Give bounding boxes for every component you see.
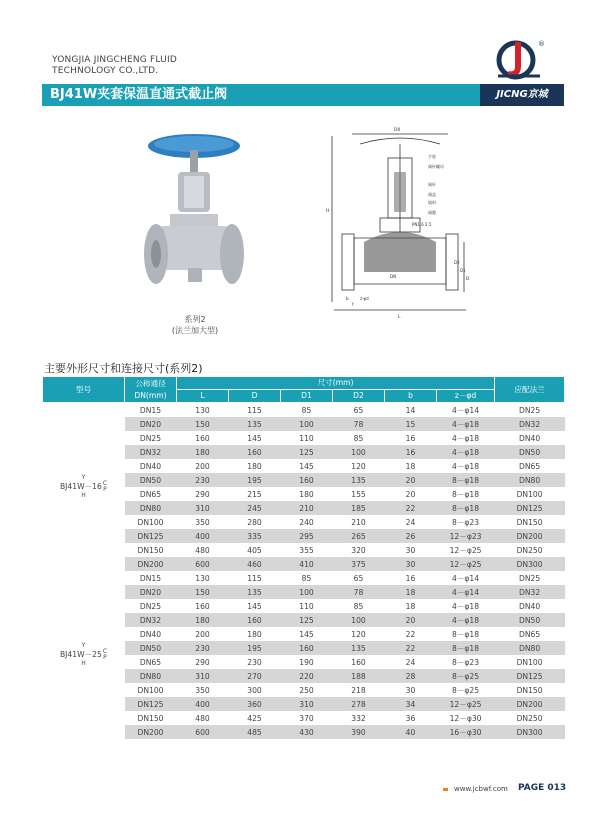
cell-zd: 8－φ18 [437, 641, 495, 655]
footer-marker [443, 788, 448, 791]
cell-flange: DN32 [495, 585, 565, 599]
caption-type: (法兰加大型) [171, 326, 219, 335]
drawing-label: D0 [394, 128, 401, 133]
cell-zd: 4－φ18 [437, 459, 495, 473]
drawing-label: D1 [460, 268, 466, 273]
model-variant: C [102, 648, 108, 655]
dimensions-table [42, 376, 565, 739]
cell-dn: DN15 [125, 571, 177, 585]
cell-zd: 8－φ23 [437, 515, 495, 529]
cell-d1: 160 [281, 641, 333, 655]
cell-zd: 8－φ18 [437, 501, 495, 515]
cell-flange: DN80 [495, 641, 565, 655]
cell-d1: 180 [281, 487, 333, 501]
header-d: D [229, 390, 281, 403]
header-dimensions: 尺寸(mm) [177, 377, 495, 390]
valve-section-drawing [324, 122, 480, 322]
cell-d: 360 [229, 697, 281, 711]
drawing-label: PN1.6 2.5 [412, 222, 432, 227]
cell-zd: 12－φ25 [437, 543, 495, 557]
cell-flange: DN300 [495, 557, 565, 571]
drawing-label: b [346, 296, 349, 301]
cell-dn: DN100 [125, 515, 177, 529]
cell-l: 180 [177, 613, 229, 627]
cell-d: 215 [229, 487, 281, 501]
page-number: PAGE 013 [518, 783, 567, 793]
cell-flange: DN25 [495, 403, 565, 418]
drawing-label-group [326, 127, 469, 320]
cell-d2: 78 [333, 585, 385, 599]
table-row [43, 571, 565, 585]
header-zd: z－φd [437, 390, 495, 403]
cell-dn: DN80 [125, 669, 177, 683]
cell-b: 40 [385, 725, 437, 739]
cell-d: 485 [229, 725, 281, 739]
cell-b: 18 [385, 459, 437, 473]
header-model: 型号 [43, 377, 125, 403]
cell-d2: 85 [333, 431, 385, 445]
cell-d2: 375 [333, 557, 385, 571]
drawing-label: D2 [454, 260, 460, 265]
cell-dn: DN125 [125, 697, 177, 711]
cell-b: 20 [385, 487, 437, 501]
cell-d: 195 [229, 641, 281, 655]
cell-d2: 332 [333, 711, 385, 725]
cell-l: 200 [177, 627, 229, 641]
cell-d1: 85 [281, 571, 333, 585]
cell-b: 22 [385, 501, 437, 515]
cell-l: 600 [177, 725, 229, 739]
model-variant: P [103, 486, 107, 493]
cell-flange: DN50 [495, 613, 565, 627]
company-name-line1: YONGJIA JINGCHENG FLUID [52, 55, 177, 65]
cell-d1: 85 [281, 403, 333, 418]
cell-l: 130 [177, 571, 229, 585]
cell-d: 180 [229, 627, 281, 641]
cell-l: 200 [177, 459, 229, 473]
cell-d1: 310 [281, 697, 333, 711]
cell-d: 160 [229, 613, 281, 627]
cell-flange: DN150 [495, 515, 565, 529]
cell-zd: 12－φ25 [437, 557, 495, 571]
cell-d: 135 [229, 417, 281, 431]
cell-l: 350 [177, 683, 229, 697]
cell-b: 20 [385, 613, 437, 627]
model-variant-bottom: H [81, 660, 86, 667]
header-b: b [385, 390, 437, 403]
cell-d1: 190 [281, 655, 333, 669]
cell-d: 180 [229, 459, 281, 473]
cell-flange: DN32 [495, 417, 565, 431]
cell-l: 160 [177, 431, 229, 445]
cell-d2: 135 [333, 641, 385, 655]
cell-d: 135 [229, 585, 281, 599]
cell-d: 230 [229, 655, 281, 669]
cell-l: 480 [177, 711, 229, 725]
cell-d1: 410 [281, 557, 333, 571]
cell-d: 270 [229, 669, 281, 683]
cell-flange: DN125 [495, 669, 565, 683]
drawing-label: 阀杆 [428, 182, 436, 187]
cell-zd: 12－φ25 [437, 697, 495, 711]
cell-d: 145 [229, 431, 281, 445]
cell-b: 15 [385, 417, 437, 431]
cell-b: 18 [385, 599, 437, 613]
cell-b: 16 [385, 431, 437, 445]
cell-d2: 278 [333, 697, 385, 711]
cell-d1: 125 [281, 613, 333, 627]
cell-dn: DN15 [125, 403, 177, 418]
cell-dn: DN50 [125, 473, 177, 487]
cell-dn: DN25 [125, 431, 177, 445]
cell-b: 30 [385, 683, 437, 697]
cell-flange: DN80 [495, 473, 565, 487]
drawing-label: D [466, 276, 470, 281]
cell-d1: 370 [281, 711, 333, 725]
drawing-label: H [326, 209, 330, 214]
cell-dn: DN20 [125, 417, 177, 431]
header-l: L [177, 390, 229, 403]
cell-dn: DN150 [125, 543, 177, 557]
cell-d2: 390 [333, 725, 385, 739]
cell-dn: DN32 [125, 445, 177, 459]
drawing-label: L [398, 315, 401, 320]
cell-l: 160 [177, 599, 229, 613]
cell-l: 310 [177, 501, 229, 515]
brand-badge: JICNG京城 [480, 84, 564, 106]
cell-d1: 250 [281, 683, 333, 697]
cell-l: 600 [177, 557, 229, 571]
cell-flange: DN100 [495, 487, 565, 501]
model-variant: C [102, 480, 108, 487]
svg-text:®: ® [538, 40, 545, 48]
drawing-label: 阀瓣 [428, 210, 436, 215]
cell-flange: DN125 [495, 501, 565, 515]
model-cell [43, 403, 125, 572]
cell-l: 400 [177, 529, 229, 543]
cell-dn: DN65 [125, 487, 177, 501]
table-body [43, 403, 565, 740]
cell-d: 160 [229, 445, 281, 459]
cell-zd: 4－φ18 [437, 417, 495, 431]
cell-zd: 4－φ18 [437, 445, 495, 459]
cell-d1: 210 [281, 501, 333, 515]
header-dn: 公称通径 DN(mm) [125, 377, 177, 403]
cell-d2: 188 [333, 669, 385, 683]
cell-dn: DN40 [125, 627, 177, 641]
cell-l: 480 [177, 543, 229, 557]
cell-dn: DN32 [125, 613, 177, 627]
cell-b: 24 [385, 515, 437, 529]
drawing-label: f [352, 302, 354, 307]
table-row [43, 403, 565, 418]
cell-b: 28 [385, 669, 437, 683]
cell-zd: 8－φ23 [437, 655, 495, 669]
cell-l: 310 [177, 669, 229, 683]
cell-d2: 100 [333, 613, 385, 627]
header-flange: 应配法兰 [495, 377, 565, 403]
cell-d: 245 [229, 501, 281, 515]
cell-b: 34 [385, 697, 437, 711]
cell-zd: 12－φ23 [437, 529, 495, 543]
cell-d1: 295 [281, 529, 333, 543]
cell-flange: DN40 [495, 599, 565, 613]
cell-d1: 110 [281, 599, 333, 613]
cell-d2: 185 [333, 501, 385, 515]
photo-caption [150, 314, 240, 336]
cell-d2: 218 [333, 683, 385, 697]
cell-d: 195 [229, 473, 281, 487]
cell-b: 26 [385, 529, 437, 543]
cell-zd: 4－φ14 [437, 585, 495, 599]
cell-d1: 145 [281, 459, 333, 473]
cell-d: 115 [229, 403, 281, 418]
cell-b: 36 [385, 711, 437, 725]
cell-d1: 100 [281, 585, 333, 599]
cell-dn: DN50 [125, 641, 177, 655]
cell-l: 290 [177, 487, 229, 501]
model-cell [43, 571, 125, 739]
cell-d2: 65 [333, 571, 385, 585]
cell-d: 280 [229, 515, 281, 529]
cell-flange: DN300 [495, 725, 565, 739]
cell-zd: 4－φ14 [437, 403, 495, 418]
model-prefix: BJ41W－16 [59, 482, 102, 491]
cell-flange: DN200 [495, 697, 565, 711]
cell-l: 150 [177, 417, 229, 431]
cell-zd: 4－φ14 [437, 571, 495, 585]
cell-dn: DN40 [125, 459, 177, 473]
cell-zd: 8－φ25 [437, 683, 495, 697]
cell-d2: 155 [333, 487, 385, 501]
cell-b: 24 [385, 655, 437, 669]
cell-d2: 120 [333, 459, 385, 473]
cell-d2: 320 [333, 543, 385, 557]
cell-zd: 8－φ18 [437, 627, 495, 641]
cell-d2: 85 [333, 599, 385, 613]
cell-zd: 16－φ30 [437, 725, 495, 739]
cell-d: 460 [229, 557, 281, 571]
cell-zd: 8－φ18 [437, 473, 495, 487]
cell-dn: DN65 [125, 655, 177, 669]
cell-b: 16 [385, 571, 437, 585]
cell-d1: 125 [281, 445, 333, 459]
valve-photo [128, 132, 252, 310]
cell-d: 335 [229, 529, 281, 543]
cell-l: 400 [177, 697, 229, 711]
cell-d1: 430 [281, 725, 333, 739]
cell-zd: 8－φ18 [437, 487, 495, 501]
cell-l: 150 [177, 585, 229, 599]
cell-b: 30 [385, 543, 437, 557]
drawing-label: DN [390, 274, 397, 279]
cell-dn: DN100 [125, 683, 177, 697]
cell-b: 30 [385, 557, 437, 571]
cell-l: 230 [177, 473, 229, 487]
section-title: 主要外形尺寸和连接尺寸(系列2) [44, 362, 203, 375]
model-variant-top: Y [81, 474, 86, 481]
cell-flange: DN50 [495, 445, 565, 459]
cell-flange: DN200 [495, 529, 565, 543]
drawing-label: 阀杆螺母 [428, 164, 444, 169]
model-variant: P [103, 654, 107, 661]
cell-d2: 210 [333, 515, 385, 529]
cell-dn: DN80 [125, 501, 177, 515]
company-logo [488, 36, 548, 84]
cell-d1: 100 [281, 417, 333, 431]
cell-l: 230 [177, 641, 229, 655]
cell-d: 145 [229, 599, 281, 613]
cell-zd: 12－φ30 [437, 711, 495, 725]
cell-b: 18 [385, 585, 437, 599]
cell-b: 16 [385, 445, 437, 459]
cell-d2: 160 [333, 655, 385, 669]
drawing-label: 手轮 [428, 154, 436, 159]
cell-l: 350 [177, 515, 229, 529]
cell-dn: DN20 [125, 585, 177, 599]
drawing-label: z-φd [360, 296, 369, 301]
cell-d: 300 [229, 683, 281, 697]
model-prefix: BJ41W－25 [59, 650, 102, 659]
cell-l: 130 [177, 403, 229, 418]
cell-flange: DN100 [495, 655, 565, 669]
cell-b: 22 [385, 627, 437, 641]
cell-d1: 355 [281, 543, 333, 557]
cell-d2: 135 [333, 473, 385, 487]
cell-d1: 160 [281, 473, 333, 487]
company-name-line2: TECHNOLOGY CO.,LTD. [52, 66, 159, 76]
cell-dn: DN25 [125, 599, 177, 613]
model-variant-bottom: H [81, 492, 86, 499]
cell-d2: 265 [333, 529, 385, 543]
cell-flange: DN25 [495, 571, 565, 585]
cell-dn: DN200 [125, 557, 177, 571]
cell-b: 14 [385, 403, 437, 418]
cell-d: 405 [229, 543, 281, 557]
model-variant-top: Y [81, 642, 86, 649]
cell-d: 425 [229, 711, 281, 725]
cell-b: 20 [385, 473, 437, 487]
footer-url: www.jcbwf.com [454, 785, 508, 793]
cell-d: 115 [229, 571, 281, 585]
cell-flange: DN65 [495, 627, 565, 641]
cell-flange: DN65 [495, 459, 565, 473]
cell-d1: 110 [281, 431, 333, 445]
cell-d2: 78 [333, 417, 385, 431]
cell-d2: 100 [333, 445, 385, 459]
cell-dn: DN200 [125, 725, 177, 739]
cell-zd: 4－φ18 [437, 599, 495, 613]
drawing-label: 填料 [428, 200, 436, 205]
cell-zd: 4－φ18 [437, 431, 495, 445]
caption-series: 系列2 [184, 315, 206, 324]
cell-dn: DN125 [125, 529, 177, 543]
model-variant-stack [103, 481, 107, 493]
cell-d1: 145 [281, 627, 333, 641]
cell-zd: 4－φ18 [437, 613, 495, 627]
cell-l: 180 [177, 445, 229, 459]
header-d1: D1 [281, 390, 333, 403]
cell-zd: 8－φ25 [437, 669, 495, 683]
cell-b: 22 [385, 641, 437, 655]
cell-flange: DN40 [495, 431, 565, 445]
cell-d2: 120 [333, 627, 385, 641]
product-title: BJ41W夹套保温直通式截止阀 [50, 87, 228, 102]
cell-l: 290 [177, 655, 229, 669]
cell-d1: 220 [281, 669, 333, 683]
drawing-label: 阀盖 [428, 192, 436, 197]
cell-d2: 65 [333, 403, 385, 418]
model-variant-stack [103, 649, 107, 661]
company-name [52, 55, 177, 77]
cell-flange: DN150 [495, 683, 565, 697]
cell-flange: DN250 [495, 711, 565, 725]
cell-flange: DN250 [495, 543, 565, 557]
cell-d1: 240 [281, 515, 333, 529]
cell-dn: DN150 [125, 711, 177, 725]
header-d2: D2 [333, 390, 385, 403]
